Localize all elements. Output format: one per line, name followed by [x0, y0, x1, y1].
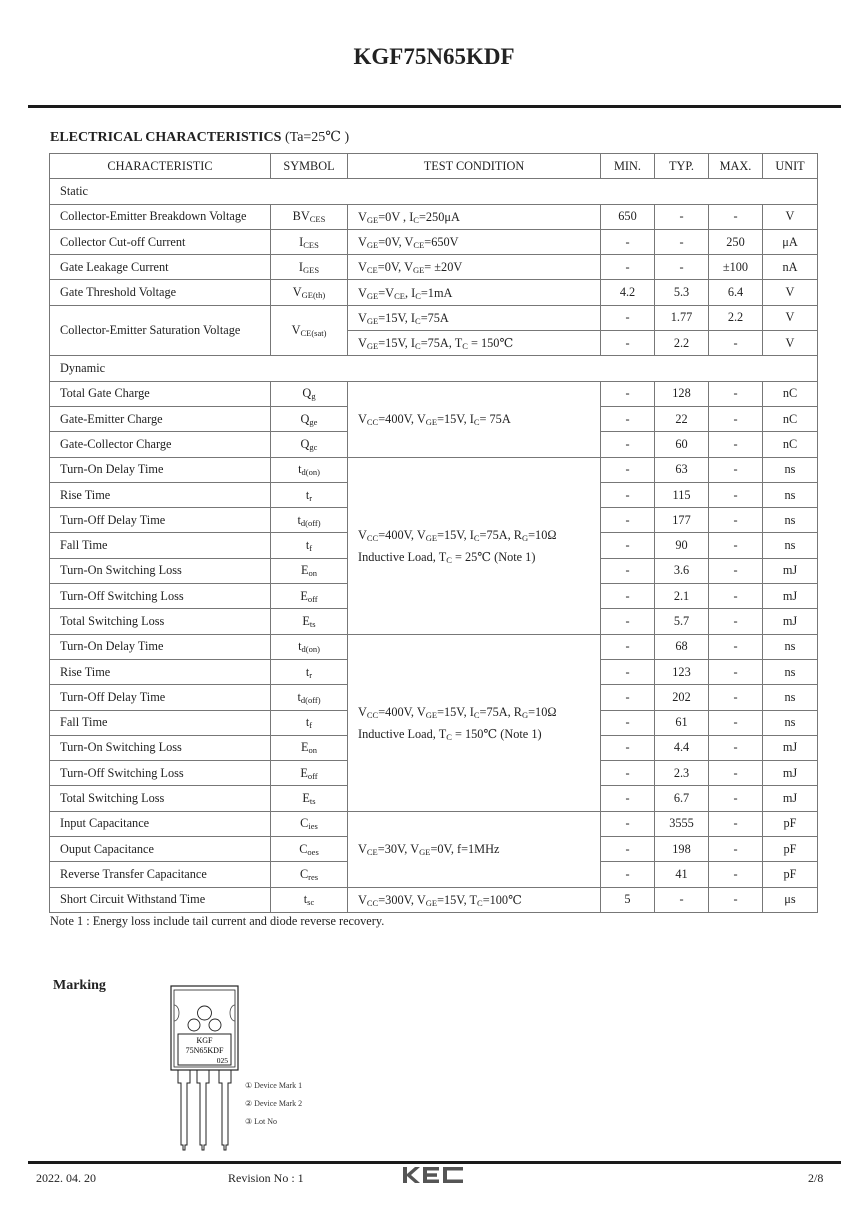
- min-cell: 650: [601, 204, 655, 229]
- characteristic-cell: Total Switching Loss: [50, 609, 271, 634]
- unit-cell: V: [763, 331, 818, 356]
- characteristic-cell: Ouput Capacitance: [50, 837, 271, 862]
- min-cell: -: [601, 862, 655, 887]
- table-row: [50, 204, 818, 229]
- symbol-cell: $t_{d(off)}$: [271, 685, 348, 710]
- section-title: [50, 129, 349, 146]
- test-condition-cell: $V_{CC}=400V$, $V_{GE}=15V$, $I_C=75A$, $R_G=10\Omega$ Inductive Load, $T_C$ = 150℃ (Note 1): [348, 634, 601, 811]
- test-condition-cell: $V_{GE}=15V$, $I_C=75A$, $T_C$ = 150℃: [348, 331, 601, 356]
- max-cell: ±100: [709, 255, 763, 280]
- unit-cell: nC: [763, 406, 818, 431]
- typ-cell: 61: [655, 710, 709, 735]
- symbol-cell: $Q_{ge}$: [271, 406, 348, 431]
- symbol-cell: $E_{ts}$: [271, 786, 348, 811]
- min-cell: -: [601, 584, 655, 609]
- min-cell: 4.2: [601, 280, 655, 305]
- characteristic-cell: Turn-On Switching Loss: [50, 558, 271, 583]
- header-typ: TYP.: [655, 154, 709, 179]
- typ-cell: 128: [655, 381, 709, 406]
- table-row: [50, 229, 818, 254]
- unit-cell: ns: [763, 659, 818, 684]
- table-row: [50, 280, 818, 305]
- typ-cell: -: [655, 204, 709, 229]
- unit-cell: ns: [763, 533, 818, 558]
- min-cell: -: [601, 634, 655, 659]
- characteristic-cell: Total Gate Charge: [50, 381, 271, 406]
- test-condition-cell: $V_{CE}=30V$, $V_{GE}=0V$, f=1MHz: [348, 811, 601, 887]
- min-cell: -: [601, 229, 655, 254]
- typ-cell: 123: [655, 659, 709, 684]
- characteristic-cell: Short Circuit Withstand Time: [50, 887, 271, 912]
- unit-cell: mJ: [763, 786, 818, 811]
- symbol-cell: $t_{d(off)}$: [271, 508, 348, 533]
- symbol-cell: $t_{d(on)}$: [271, 634, 348, 659]
- max-cell: -: [709, 609, 763, 634]
- symbol-cell: $t_f$: [271, 710, 348, 735]
- characteristic-cell: Gate Threshold Voltage: [50, 280, 271, 305]
- characteristic-cell: Turn-Off Switching Loss: [50, 761, 271, 786]
- symbol-cell: $Q_g$: [271, 381, 348, 406]
- symbol-cell: $E_{on}$: [271, 558, 348, 583]
- max-cell: -: [709, 685, 763, 710]
- characteristic-cell: Turn-Off Switching Loss: [50, 584, 271, 609]
- max-cell: 2.2: [709, 305, 763, 330]
- unit-cell: ns: [763, 457, 818, 482]
- max-cell: -: [709, 482, 763, 507]
- max-cell: -: [709, 659, 763, 684]
- characteristic-cell: Input Capacitance: [50, 811, 271, 836]
- max-cell: -: [709, 432, 763, 457]
- min-cell: -: [601, 685, 655, 710]
- marking-label: Marking: [53, 978, 106, 993]
- unit-cell: pF: [763, 811, 818, 836]
- header-rule: [28, 105, 841, 108]
- symbol-cell: $C_{ies}$: [271, 811, 348, 836]
- typ-cell: 6.7: [655, 786, 709, 811]
- min-cell: -: [601, 533, 655, 558]
- unit-cell: ns: [763, 508, 818, 533]
- min-cell: -: [601, 609, 655, 634]
- characteristic-cell: Rise Time: [50, 482, 271, 507]
- table-header-row: [50, 154, 818, 179]
- typ-cell: 41: [655, 862, 709, 887]
- unit-cell: mJ: [763, 558, 818, 583]
- characteristic-cell: Turn-On Delay Time: [50, 457, 271, 482]
- header-min: MIN.: [601, 154, 655, 179]
- min-cell: -: [601, 331, 655, 356]
- unit-cell: nA: [763, 255, 818, 280]
- footer-date: 2022. 04. 20: [36, 1171, 96, 1185]
- max-cell: -: [709, 811, 763, 836]
- min-cell: -: [601, 735, 655, 760]
- test-condition-cell: $V_{GE}=0V$, $V_{CE}=650V$: [348, 229, 601, 254]
- table-row: [50, 255, 818, 280]
- symbol-cell: $t_{d(on)}$: [271, 457, 348, 482]
- section-title-text: ELECTRICAL CHARACTERISTICS: [50, 130, 282, 145]
- electrical-characteristics-table: [49, 153, 818, 913]
- typ-cell: -: [655, 229, 709, 254]
- max-cell: -: [709, 558, 763, 583]
- section-row-dynamic: [50, 356, 818, 381]
- table-row: [50, 457, 818, 482]
- header-characteristic: CHARACTERISTIC: [50, 154, 271, 179]
- test-condition-cell: $V_{CE}=0V$, $V_{GE}= \pm 20V$: [348, 255, 601, 280]
- header-symbol: SYMBOL: [271, 154, 348, 179]
- section-condition: (Ta=25℃ ): [284, 130, 350, 145]
- table-row: [50, 305, 818, 330]
- typ-cell: 3.6: [655, 558, 709, 583]
- symbol-cell: $t_{sc}$: [271, 887, 348, 912]
- characteristic-cell: Turn-On Switching Loss: [50, 735, 271, 760]
- unit-cell: ns: [763, 482, 818, 507]
- typ-cell: 177: [655, 508, 709, 533]
- legend-device-mark-2: ② Device Mark 2: [245, 1099, 303, 1108]
- max-cell: -: [709, 735, 763, 760]
- max-cell: 250: [709, 229, 763, 254]
- min-cell: -: [601, 508, 655, 533]
- min-cell: -: [601, 457, 655, 482]
- characteristic-cell: Collector-Emitter Saturation Voltage: [50, 305, 271, 356]
- characteristic-cell: Collector-Emitter Breakdown Voltage: [50, 204, 271, 229]
- unit-cell: nC: [763, 432, 818, 457]
- typ-cell: 90: [655, 533, 709, 558]
- max-cell: -: [709, 584, 763, 609]
- typ-cell: 60: [655, 432, 709, 457]
- section-label: Static: [50, 179, 818, 204]
- header-unit: UNIT: [763, 154, 818, 179]
- min-cell: -: [601, 811, 655, 836]
- symbol-cell: $C_{res}$: [271, 862, 348, 887]
- typ-cell: 22: [655, 406, 709, 431]
- typ-cell: 3555: [655, 811, 709, 836]
- typ-cell: 5.3: [655, 280, 709, 305]
- table-row: [50, 634, 818, 659]
- max-cell: -: [709, 204, 763, 229]
- symbol-cell: $C_{oes}$: [271, 837, 348, 862]
- max-cell: 6.4: [709, 280, 763, 305]
- symbol-cell: $E_{off}$: [271, 584, 348, 609]
- footer-revision: Revision No : 1: [228, 1171, 304, 1185]
- section-row-static: [50, 179, 818, 204]
- unit-cell: ns: [763, 634, 818, 659]
- max-cell: -: [709, 837, 763, 862]
- symbol-cell: $t_r$: [271, 482, 348, 507]
- unit-cell: mJ: [763, 609, 818, 634]
- max-cell: -: [709, 381, 763, 406]
- symbol-cell: $E_{on}$: [271, 735, 348, 760]
- footnote: Note 1 : Energy loss include tail current and diode reverse recovery.: [50, 914, 385, 928]
- min-cell: -: [601, 432, 655, 457]
- typ-cell: 63: [655, 457, 709, 482]
- unit-cell: pF: [763, 862, 818, 887]
- characteristic-cell: Turn-Off Delay Time: [50, 685, 271, 710]
- package-mark-line1: KGF: [196, 1036, 213, 1045]
- header-max: MAX.: [709, 154, 763, 179]
- characteristic-cell: Fall Time: [50, 710, 271, 735]
- max-cell: -: [709, 457, 763, 482]
- section-label: Dynamic: [50, 356, 818, 381]
- characteristic-cell: Turn-On Delay Time: [50, 634, 271, 659]
- characteristic-cell: Turn-Off Delay Time: [50, 508, 271, 533]
- min-cell: -: [601, 710, 655, 735]
- unit-cell: μA: [763, 229, 818, 254]
- typ-cell: 2.3: [655, 761, 709, 786]
- to247-package-drawing: [170, 985, 245, 1155]
- unit-cell: ns: [763, 710, 818, 735]
- characteristic-cell: Rise Time: [50, 659, 271, 684]
- min-cell: -: [601, 406, 655, 431]
- max-cell: -: [709, 634, 763, 659]
- typ-cell: 2.1: [655, 584, 709, 609]
- symbol-cell: $E_{off}$: [271, 761, 348, 786]
- typ-cell: 115: [655, 482, 709, 507]
- symbol-cell: $I_{CES}$: [271, 229, 348, 254]
- characteristic-cell: Gate-Collector Charge: [50, 432, 271, 457]
- test-condition-cell: $V_{CC}=400V$, $V_{GE}=15V$, $I_C= 75A$: [348, 381, 601, 457]
- unit-cell: nC: [763, 381, 818, 406]
- characteristic-cell: Fall Time: [50, 533, 271, 558]
- typ-cell: 198: [655, 837, 709, 862]
- symbol-cell: $t_r$: [271, 659, 348, 684]
- min-cell: -: [601, 305, 655, 330]
- test-condition-cell: $V_{CC}=400V$, $V_{GE}=15V$, $I_C=75A$, $R_G=10\Omega$ Inductive Load, $T_C$ = 25℃ (Note 1): [348, 457, 601, 634]
- symbol-cell: $Q_{gc}$: [271, 432, 348, 457]
- table-row: [50, 887, 818, 912]
- typ-cell: 68: [655, 634, 709, 659]
- legend-device-mark-1: ① Device Mark 1: [245, 1081, 303, 1090]
- min-cell: -: [601, 786, 655, 811]
- table-row: [50, 381, 818, 406]
- package-mark-line3: 025: [216, 1056, 228, 1065]
- unit-cell: mJ: [763, 584, 818, 609]
- unit-cell: V: [763, 305, 818, 330]
- kec-logo: [403, 1164, 465, 1186]
- typ-cell: 2.2: [655, 331, 709, 356]
- package-mark-line2: 75N65KDF: [185, 1046, 224, 1055]
- max-cell: -: [709, 761, 763, 786]
- unit-cell: μs: [763, 887, 818, 912]
- symbol-cell: $t_f$: [271, 533, 348, 558]
- test-condition-cell: $V_{GE}=V_{CE}$, $I_C=1mA$: [348, 280, 601, 305]
- max-cell: -: [709, 331, 763, 356]
- unit-cell: mJ: [763, 735, 818, 760]
- min-cell: -: [601, 761, 655, 786]
- typ-cell: 5.7: [655, 609, 709, 634]
- min-cell: -: [601, 255, 655, 280]
- max-cell: -: [709, 887, 763, 912]
- max-cell: -: [709, 862, 763, 887]
- max-cell: -: [709, 710, 763, 735]
- characteristic-cell: Reverse Transfer Capacitance: [50, 862, 271, 887]
- unit-cell: mJ: [763, 761, 818, 786]
- test-condition-cell: $V_{GE}=0V$ , $I_C=250\mu A$: [348, 204, 601, 229]
- max-cell: -: [709, 406, 763, 431]
- typ-cell: 4.4: [655, 735, 709, 760]
- min-cell: -: [601, 482, 655, 507]
- max-cell: -: [709, 786, 763, 811]
- unit-cell: pF: [763, 837, 818, 862]
- symbol-cell: $V_{CE(sat)}$: [271, 305, 348, 356]
- max-cell: -: [709, 508, 763, 533]
- table-row: [50, 811, 818, 836]
- typ-cell: -: [655, 255, 709, 280]
- symbol-cell: $BV_{CES}$: [271, 204, 348, 229]
- min-cell: -: [601, 659, 655, 684]
- characteristic-cell: Total Switching Loss: [50, 786, 271, 811]
- typ-cell: 202: [655, 685, 709, 710]
- test-condition-cell: $V_{CC}=300V$, $V_{GE}=15V$, $T_C=100℃$: [348, 887, 601, 912]
- max-cell: -: [709, 533, 763, 558]
- unit-cell: ns: [763, 685, 818, 710]
- footer-page-number: 2/8: [808, 1171, 824, 1185]
- characteristic-cell: Collector Cut-off Current: [50, 229, 271, 254]
- characteristic-cell: Gate Leakage Current: [50, 255, 271, 280]
- min-cell: 5: [601, 887, 655, 912]
- header-test-condition: TEST CONDITION: [348, 154, 601, 179]
- symbol-cell: $E_{ts}$: [271, 609, 348, 634]
- unit-cell: V: [763, 280, 818, 305]
- min-cell: -: [601, 558, 655, 583]
- test-condition-cell: $V_{GE}=15V$, $I_C=75A$: [348, 305, 601, 330]
- legend-lot-no: ③ Lot No: [245, 1117, 278, 1126]
- typ-cell: -: [655, 887, 709, 912]
- symbol-cell: $V_{GE(th)}$: [271, 280, 348, 305]
- min-cell: -: [601, 381, 655, 406]
- characteristic-cell: Gate-Emitter Charge: [50, 406, 271, 431]
- typ-cell: 1.77: [655, 305, 709, 330]
- symbol-cell: $I_{GES}$: [271, 255, 348, 280]
- min-cell: -: [601, 837, 655, 862]
- document-title: KGF75N65KDF: [353, 44, 515, 69]
- unit-cell: V: [763, 204, 818, 229]
